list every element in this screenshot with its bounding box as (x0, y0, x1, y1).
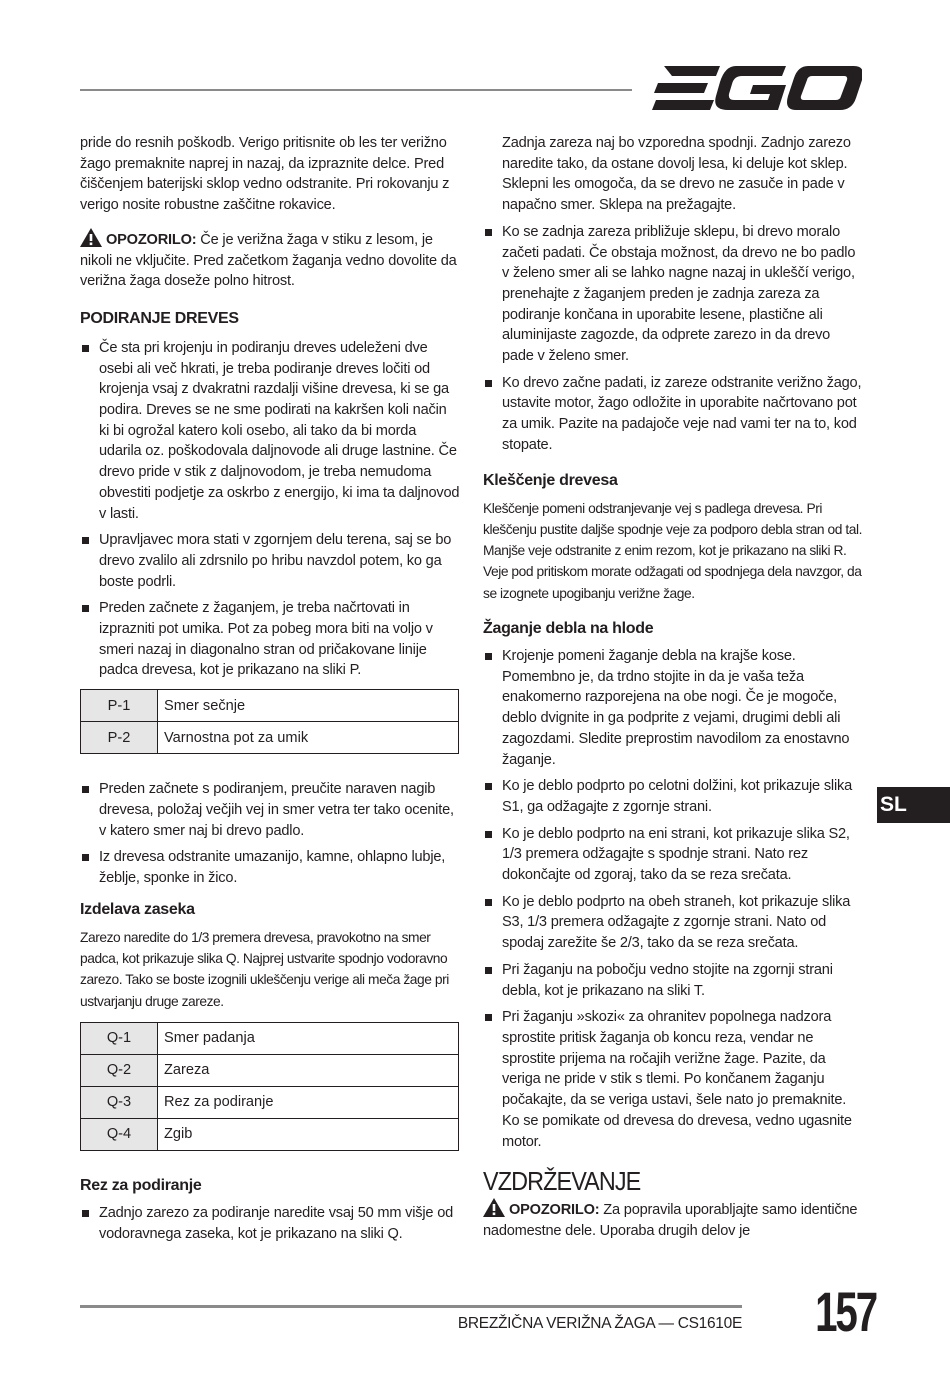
heading-zasek: Izdelava zaseka (80, 900, 195, 918)
table-row (81, 722, 459, 754)
vzdrzevanje-warning (483, 1198, 863, 1241)
list-item: Ko je deblo podprto na obeh straneh, kot prikazuje slika S3, 1/3 premera odžagajte z zgornje strani. Nato od spodaj zarežite še 2/3, tako da se reza srečata. (483, 892, 863, 954)
legend-code: Q-3 (81, 1086, 158, 1118)
table-row (81, 690, 459, 722)
table-row (81, 1022, 459, 1054)
list-item: Krojenje pomeni žaganje debla na krajše kose. Pomembno je, da trdno stojite in da je vaša teža enakomerno razporejena na obe nogi. Če je mogoče, deblo dvignite in ga podprite z vejami, drugimi debli ali zagozdami. Sledite preprostim navodilom za enostavno žaganje. (483, 646, 863, 770)
warning-label: OPOZORILO: (106, 231, 197, 248)
legend-desc: Smer sečnje (158, 690, 459, 722)
zasek-paragraph: Zarezo naredite do 1/3 premera drevesa, pravokotno na smer padca, kot prikazuje slika Q. Najprej ustvarite spodnjo vodoravno zarezo. Tako se boste izognili ukleščenju verige ali meča žage pri ustvarjanju druge zareze. (80, 929, 449, 1009)
table-row (81, 1054, 459, 1086)
rez-list (80, 1203, 460, 1244)
heading-hlodi: Žaganje debla na hlode (483, 620, 654, 638)
list-item: Pri žaganju na pobočju vedno stojite na zgornji strani debla, kot je prikazano na sliki T. (483, 960, 863, 1001)
warning-text: Za popravila uporabljajte samo identične nadomestne dele. Uporaba drugih delov je (483, 1202, 858, 1239)
list-item: Ko se zadnja zareza približuje sklepu, bi drevo moralo začeti padati. Če obstaja možnost, da drevo ne bo padlo v želeno smer ali se lahko nagne nazaj in ukleščí verigo, prenehajte z žaganjem preden je zadnja zareza za podiranje končana in uporabite lesene, plastične ali aluminijaste zagozde, da odprete zarezo in da drevo pade v želeno smer. (483, 222, 863, 367)
list-item: Preden začnete s podiranjem, preučite naraven nagib drevesa, položaj večjih vej in smer vetra ter tako ocenite, v katero smer naj bi drevo padlo. (80, 779, 460, 841)
legend-table-p (80, 689, 459, 754)
list-item: Pri žaganju »skozi« za ohranitev popolnega nadzora sprostite pritisk žaganja ob koncu reza, vendar ne sprostite prijema na ročajih verižne žage. Pazite, da veriga ne pride v stik s tlemi. Po končanem žaganju počakajte, da se veriga ustavi, šele nato jo premaknite. Ko se pomikate od drevesa do drevesa, vedno ugasnite motor. (483, 1007, 863, 1152)
heading-vzdrzevanje: VZDRŽEVANJE (483, 1166, 641, 1197)
left-column (80, 133, 460, 1250)
podiranje-list (80, 338, 460, 681)
list-item: Zadnjo zarezo za podiranje naredite vsaj 50 mm višje od vodoravnega zaseka, kot je prikazano na sliki Q. (80, 1203, 460, 1244)
ego-logo (650, 64, 862, 114)
legend-code: Q-2 (81, 1054, 158, 1086)
footer-rule (80, 1305, 742, 1308)
hlodi-list (483, 646, 863, 1152)
table-row (81, 1086, 459, 1118)
right-list (483, 222, 863, 456)
legend-code: Q-4 (81, 1118, 158, 1150)
podiranje-list-2 (80, 779, 460, 889)
list-item: Iz drevesa odstranite umazanijo, kamne, ohlapno lubje, žeblje, sponke in žico. (80, 847, 460, 888)
legend-code: P-1 (81, 690, 158, 722)
legend-desc: Zgib (158, 1118, 459, 1150)
right-column (483, 133, 863, 1242)
legend-desc: Zareza (158, 1054, 459, 1086)
klescenje-paragraph: Kleščenje pomeni odstranjevanje vej s padlega drevesa. Pri kleščenju pustite daljše spodnje veje za podporo debla stran od tal. Manjše veje odstranite z enim rezom, kot je prikazano na sliki R. Veje pod pritiskom morate odžagati od spodnjega dela navzgor, da se izognete upogibanju verižne žage. (483, 500, 862, 601)
header-rule (80, 89, 632, 91)
legend-table-q (80, 1022, 459, 1151)
right-intro-paragraph: Zadnja zareza naj bo vzporedna spodnji. Zadnjo zarezo naredite tako, da ostane dovolj lesa, ki deluje kot sklep. Sklepni les omogoča, da se drevo ne zasuče in pade v napačno smer. Sklepa na prežagajte. (502, 135, 851, 214)
legend-code: P-2 (81, 722, 158, 754)
warning-paragraph (80, 228, 460, 292)
language-tab: SL (877, 787, 950, 823)
list-item: Ko je deblo podprto po celotni dolžini, kot prikazuje slika S1, ga odžagajte z zgornje strani. (483, 776, 863, 817)
warning-triangle-icon (80, 228, 102, 247)
heading-rez: Rez za podiranje (80, 1176, 202, 1194)
legend-desc: Varnostna pot za umik (158, 722, 459, 754)
warning-text: Če je verižna žaga v stiku z lesom, je nikoli ne vključite. Pred začetkom žaganja vedno dovolite da verižna žaga doseže polno hitrost. (80, 231, 457, 290)
left-intro-paragraph: pride do resnih poškodb. Verigo pritisnite ob les ter verižno žago premaknite naprej in nazaj, da izpraznite delce. Pred čiščenjem baterijski sklop vedno odstranite. Pri rokovanju z verigo nosite robustne zaščitne rokavice. (80, 135, 450, 214)
legend-desc: Smer padanja (158, 1022, 459, 1054)
page-number: 157 (815, 1280, 876, 1343)
table-row (81, 1118, 459, 1150)
legend-code: Q-1 (81, 1022, 158, 1054)
legend-desc: Rez za podiranje (158, 1086, 459, 1118)
warning-triangle-icon (483, 1198, 505, 1217)
list-item: Ko drevo začne padati, iz zareze odstranite verižno žago, ustavite motor, žago odložite in uporabite načrtovano pot za umik. Pazite na padajoče veje nad vami ter na to, kod stopate. (483, 373, 863, 456)
heading-klescenje: Kleščenje drevesa (483, 471, 618, 489)
list-item: Če sta pri krojenju in podiranju dreves udeleženi dve osebi ali več hkrati, je treba podiranje dreves ločiti od krojenja vsaj z dvakratni razdalji višine drevesa, ki se ga podira. Dreves se ne sme podirati na kakršen koli način ki bi ogrožal katero koli osebo, ali tako da bi morda udarila oz. poškodovala daljnovode ali druge lastnine. Če drevo pride v stik z daljnovodom, je treba nemudoma obvestiti podjetje za oskrbo z energijo, ki ima ta daljnovod v lasti. (80, 338, 460, 524)
heading-podiranje: PODIRANJE DREVES (80, 309, 239, 327)
footer-title: BREZŽIČNA VERIŽNA ŽAGA — CS1610E (457, 1315, 742, 1332)
list-item: Upravljavec mora stati v zgornjem delu terena, saj se bo drevo zvalilo ali zdrsnilo po hribu navzdol potem, ko ga boste podrli. (80, 530, 460, 592)
list-item: Preden začnete z žaganjem, je treba načrtovati in izprazniti pot umika. Pot za pobeg mora biti na voljo v smeri nazaj in diagonalno stran od pričakovane linije padca drevesa, kot je prikazano na sliki P. (80, 598, 460, 681)
warning-label: OPOZORILO: (509, 1202, 600, 1219)
list-item: Ko je deblo podprto na eni strani, kot prikazuje slika S2, 1/3 premera odžagajte s spodnje strani. Nato rez dokončajte od zgoraj, tako da se reza srečata. (483, 824, 863, 886)
